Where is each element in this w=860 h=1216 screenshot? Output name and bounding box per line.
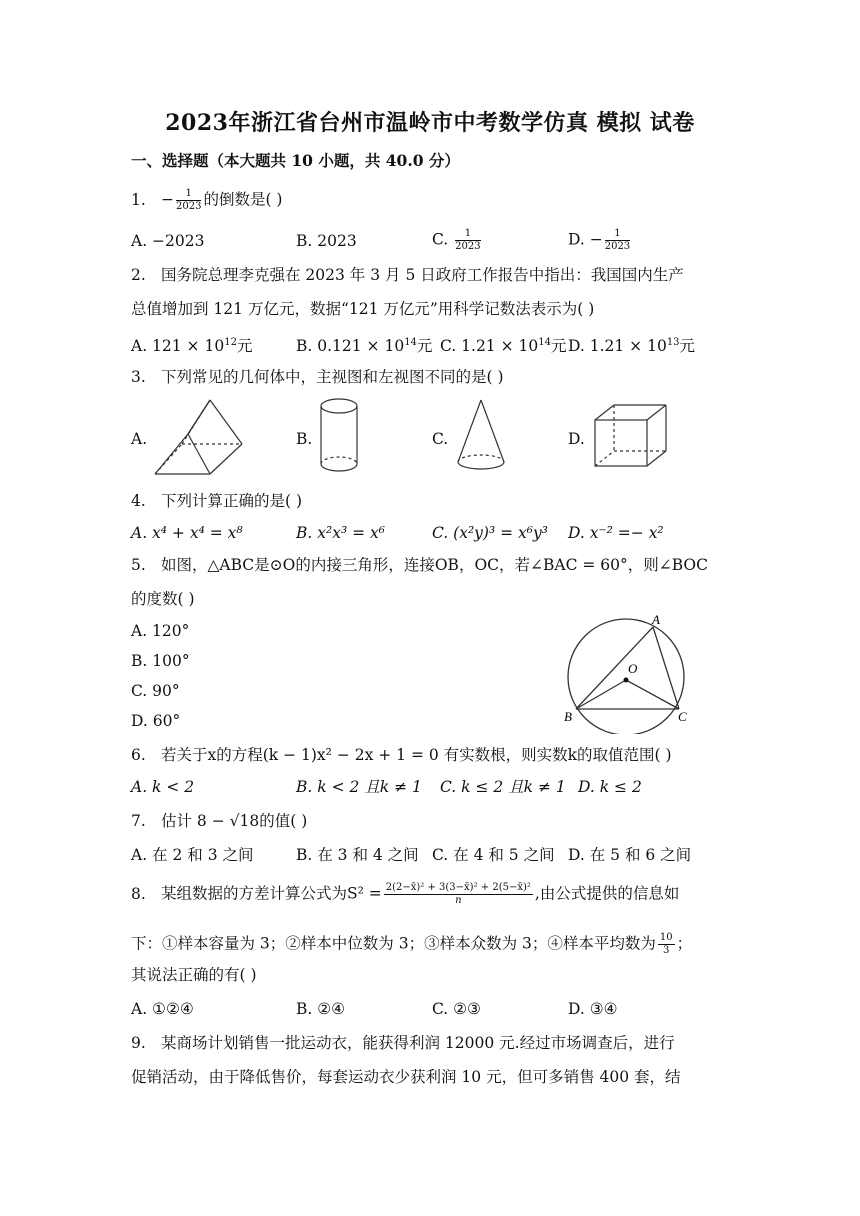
question-8-option-d: D. ③④ xyxy=(568,1000,618,1018)
question-2-stem-line2: 总值增加到 121 万亿元，数据“121 万亿元”用科学记数法表示为( ) xyxy=(131,300,595,318)
question-1-option-b: B. 2023 xyxy=(296,232,357,250)
question-6-option-b: B. k < 2 且k ≠ 1 xyxy=(296,778,422,796)
cylinder-figure xyxy=(318,396,360,476)
point-o-label: O xyxy=(628,661,638,676)
point-b-label: B xyxy=(564,709,572,724)
question-3-option-d: D. xyxy=(568,430,585,448)
question-1-option-d: D. − $\frac{1}{2023}$ xyxy=(568,228,631,252)
variance-formula: $\frac{\text{2(2−x̄)² + 3(3−x̄)² + 2(5−x̄)²}}{n}$ xyxy=(385,882,531,906)
question-4-option-b: B. x²x³ = x⁶ xyxy=(296,524,385,542)
question-3-option-a: A. xyxy=(131,430,148,448)
question-8-stem-line3: 其说法正确的有( ) xyxy=(131,966,257,984)
question-4-option-a: A. x⁴ + x⁴ = x⁸ xyxy=(131,524,243,542)
question-7-stem: 7. 估计 8 − √18的值( ) xyxy=(131,812,308,830)
question-4-option-d: D. x⁻² =− x² xyxy=(568,524,664,542)
question-4-option-c: C. (x²y)³ = x⁶y³ xyxy=(432,524,548,542)
question-5-option-b: B. 100° xyxy=(131,652,190,670)
question-6-stem: 6. 若关于x的方程(k − 1)x² − 2x + 1 = 0 有实数根，则实数k的取值范围( ) xyxy=(131,746,672,764)
question-8-stem-line2: 下：①样本容量为 3；②样本中位数为 3；③样本众数为 3；④样本平均数为 $\frac{10}{3}$ ； xyxy=(131,932,693,956)
point-c-label: C xyxy=(678,709,687,724)
question-7-option-a: A. 在 2 和 3 之间 xyxy=(131,846,254,864)
circle-triangle-figure xyxy=(560,608,700,734)
point-a-label: A xyxy=(652,612,660,627)
question-9-stem-line2: 促销活动，由于降低售价，每套运动衣少获利润 10 元，但可多销售 400 套，结 xyxy=(131,1068,681,1086)
question-5-stem-line2: 的度数( ) xyxy=(131,590,195,608)
question-7-option-b: B. 在 3 和 4 之间 xyxy=(296,846,419,864)
question-3-option-b: B. xyxy=(296,430,313,448)
question-4-stem: 4. 下列计算正确的是( ) xyxy=(131,492,303,510)
question-5-stem-line1: 5. 如图，△ABC是⊙O的内接三角形，连接OB，OC，若∠BAC = 60°，则∠BOC xyxy=(131,556,708,574)
question-5-option-c: C. 90° xyxy=(131,682,180,700)
question-5-option-d: D. 60° xyxy=(131,712,181,730)
fraction: $\frac{1}{2023}$ xyxy=(176,188,202,212)
question-6-option-a: A. k < 2 xyxy=(131,778,195,796)
question-1-option-a: A. −2023 xyxy=(131,232,205,250)
page-title: 2023年浙江省台州市温岭市中考数学仿真 模拟 试卷 xyxy=(165,110,695,136)
question-6-option-c: C. k ≤ 2 且k ≠ 1 xyxy=(440,778,566,796)
question-2-option-a: A. $121 \times 10^{12}$元 xyxy=(131,337,253,356)
cube-figure xyxy=(592,402,670,470)
question-8-option-a: A. ①②④ xyxy=(131,1000,194,1018)
section-heading: 一、选择题（本大题共 10 小题，共 40.0 分） xyxy=(131,151,460,170)
question-2-stem-line1: 2. 国务院总理李克强在 2023 年 3 月 5 日政府工作报告中指出：我国国内生产 xyxy=(131,266,684,284)
question-2-option-c: C. $1.21 \times 10^{14}$元 xyxy=(440,337,567,356)
question-6-option-d: D. k ≤ 2 xyxy=(578,778,642,796)
question-3-stem: 3. 下列常见的几何体中，主视图和左视图不同的是( ) xyxy=(131,368,504,386)
question-8-option-c: C. ②③ xyxy=(432,1000,481,1018)
question-7-option-d: D. 在 5 和 6 之间 xyxy=(568,846,692,864)
question-2-option-b: B. $0.121 \times 10^{14}$元 xyxy=(296,337,433,356)
question-5-option-a: A. 120° xyxy=(131,622,190,640)
cone-figure xyxy=(454,396,508,476)
question-7-option-c: C. 在 4 和 5 之间 xyxy=(432,846,555,864)
question-8-option-b: B. ②④ xyxy=(296,1000,346,1018)
question-3-option-c: C. xyxy=(432,430,449,448)
question-2-option-d: D. $1.21 \times 10^{13}$元 xyxy=(568,337,696,356)
question-9-stem-line1: 9. 某商场计划销售一批运动衣，能获得利润 12000 元.经过市场调查后，进行 xyxy=(131,1034,675,1052)
question-1-option-c: C. $\frac{1}{2023}$ xyxy=(432,228,481,252)
triangular-prism-figure xyxy=(152,396,246,478)
question-1-stem: 1. − $\frac{1}{2023}$ 的倒数是( ) xyxy=(131,188,283,212)
question-8-stem-line1: 8. 某组数据的方差计算公式为S² = $\frac{\text{2(2−x̄)² + 3(3−x̄)² + 2(5−x̄)²}}{n}$ ,由公式提供的信息如 xyxy=(131,882,680,906)
